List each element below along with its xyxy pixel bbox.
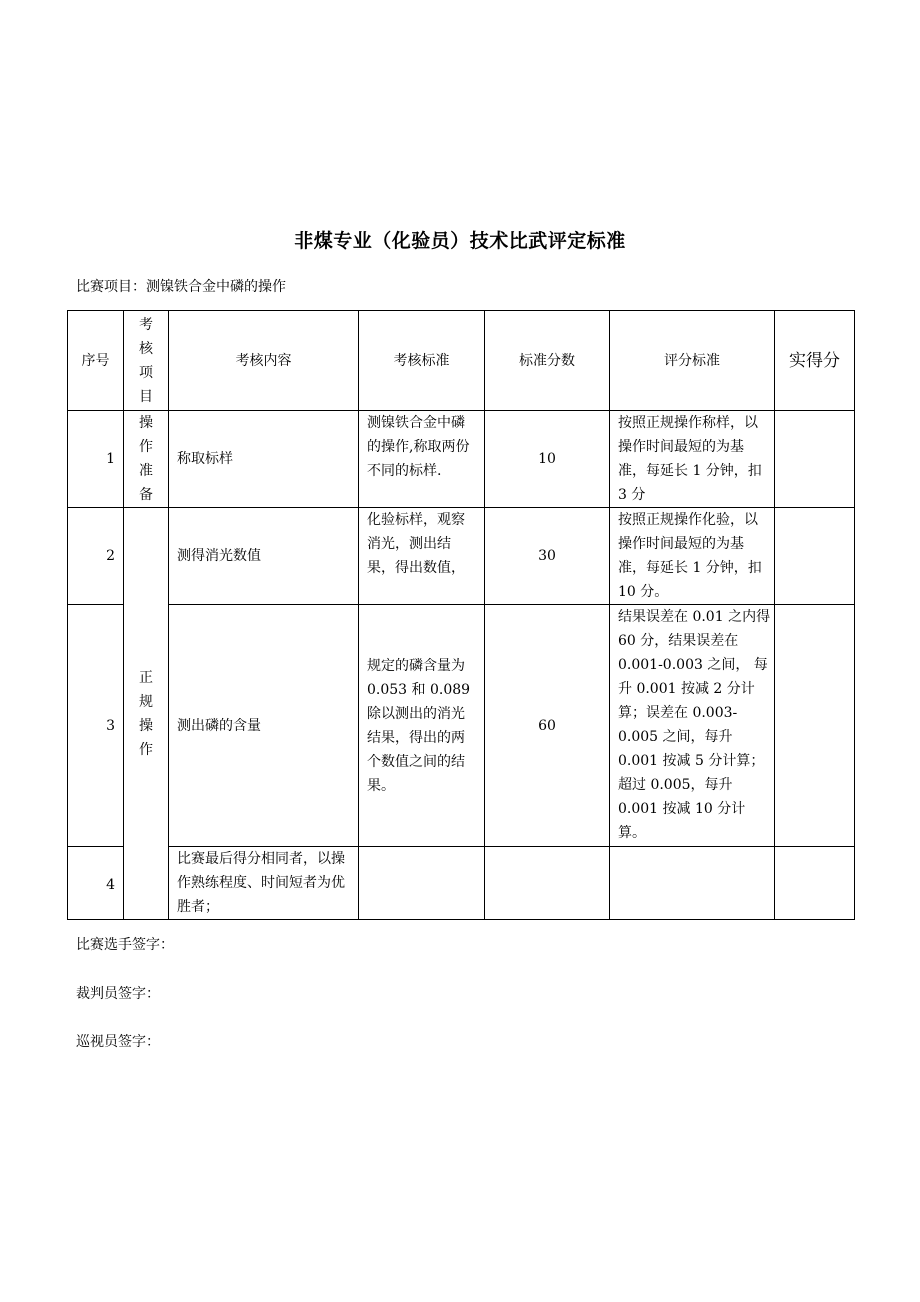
- row-content: 称取标样: [169, 411, 359, 508]
- header-seq: 序号: [68, 311, 124, 411]
- row-criteria: 结果误差在 0.01 之内得 60 分，结果误差在 0.001-0.003 之间， 每升 0.001 按减 2 分计算；误差在 0.003-0.005 之间，每升 0.001 按减 5 分计算；超过 0.005，每升 0.001 按减 10 分计算。: [610, 605, 775, 847]
- row-criteria: [610, 847, 775, 920]
- row-seq: 1: [68, 411, 124, 508]
- row-actual-score: [775, 411, 855, 508]
- contestant-signature-label: 比赛选手签字：: [76, 937, 174, 953]
- table-row: [68, 847, 855, 920]
- table-row: [68, 605, 855, 847]
- row-item: 操作准备: [124, 411, 169, 508]
- row-standard: 测镍铁合金中磷的操作,称取两份不同的标样.: [359, 411, 485, 508]
- row-score: 60: [485, 605, 610, 847]
- header-content: 考核内容: [169, 311, 359, 411]
- row-content: 测出磷的含量: [169, 605, 359, 847]
- table-row: [68, 508, 855, 605]
- competition-project: 比赛项目：测镍铁合金中磷的操作: [76, 279, 286, 295]
- row-seq: 4: [68, 847, 124, 920]
- row-content: 比赛最后得分相同者，以操作熟练程度、时间短者为优胜者；: [169, 847, 359, 920]
- row-actual-score: [775, 847, 855, 920]
- row-criteria: 按照正规操作化验，以操作时间最短的为基准，每延长 1 分钟，扣 10 分。: [610, 508, 775, 605]
- header-criteria: 评分标准: [610, 311, 775, 411]
- row-content: 测得消光数值: [169, 508, 359, 605]
- header-actual: 实得分: [775, 311, 855, 411]
- referee-signature-label: 裁判员签字：: [76, 986, 160, 1002]
- row-criteria: 按照正规操作称样，以操作时间最短的为基准，每延长 1 分钟，扣 3 分: [610, 411, 775, 508]
- header-standard: 考核标准: [359, 311, 485, 411]
- row-seq: 2: [68, 508, 124, 605]
- scoring-table: [67, 310, 855, 920]
- header-score: 标准分数: [485, 311, 610, 411]
- row-standard: 规定的磷含量为 0.053 和 0.089 除以测出的消光结果，得出的两个数值之间的结果。: [359, 605, 485, 847]
- row-standard: [359, 847, 485, 920]
- row-score: [485, 847, 610, 920]
- row-standard: 化验标样，观察消光，测出结果，得出数值，: [359, 508, 485, 605]
- row-item-merged: 正规操作: [124, 508, 169, 920]
- row-seq: 3: [68, 605, 124, 847]
- row-score: 10: [485, 411, 610, 508]
- table-header-row: [68, 311, 855, 411]
- row-score: 30: [485, 508, 610, 605]
- row-actual-score: [775, 508, 855, 605]
- inspector-signature-label: 巡视员签字：: [76, 1034, 160, 1050]
- row-actual-score: [775, 605, 855, 847]
- header-item: 考核项目: [124, 311, 169, 411]
- document-title: 非煤专业（化验员）技术比武评定标准: [294, 230, 626, 252]
- table-row: [68, 411, 855, 508]
